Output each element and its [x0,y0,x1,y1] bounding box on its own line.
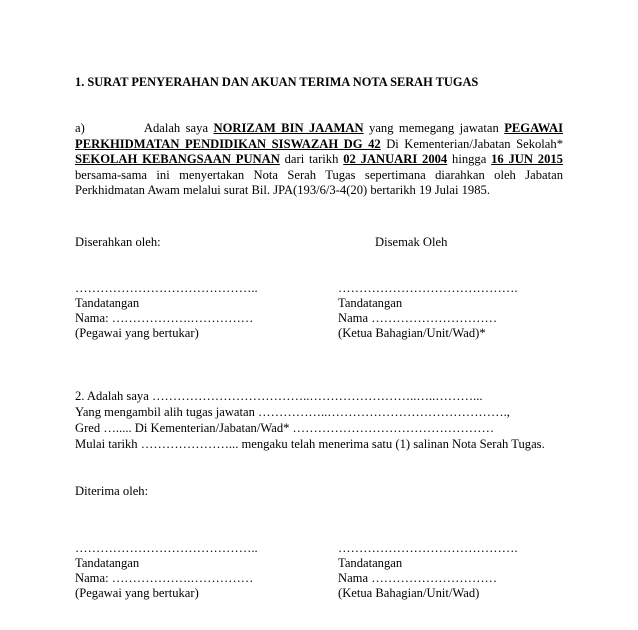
checked-by-label: Disemak Oleh [375,235,448,249]
role-left: (Pegawai yang bertukar) [75,326,199,340]
signature-label-left-2: Tandatangan [75,556,140,570]
para-label: a) [75,121,85,135]
received-by-label: Diterima oleh: [75,484,149,498]
signature-line-right-2: ……………………………………. [338,541,518,555]
officer-post: PEGAWAI [504,121,563,135]
para-text: dari tarikh [284,152,339,166]
para-line-5: Perkhidmatan Awam melalui surat Bil. JPA(193/6/3-4(20) bertarikh 19 Julai 1985. [75,183,490,197]
section-2-line-3: Gred …..... Di Kementerian/Jabatan/Wad* ………………………………………… [75,421,495,435]
role-left-2: (Pegawai yang bertukar) [75,586,199,600]
officer-name: NORIZAM BIN JAAMAN [213,121,364,135]
para-line-4: bersama-sama ini menyertakan Nota Serah Tugas sepertimana diarahkan oleh Jabatan [75,167,563,182]
date-to: 16 JUN 2015 [491,152,563,166]
section-1-paragraph [75,121,563,199]
name-field-left: Nama: ……………….…………… [75,311,254,325]
section-2-line-4: Mulai tarikh …………………... mengaku telah menerima satu (1) salinan Nota Serah Tugas. [75,437,545,451]
para-line-1 [75,121,563,137]
signature-label-right-2: Tandatangan [338,556,403,570]
signature-label-left: Tandatangan [75,296,140,310]
handed-by-label: Diserahkan oleh: [75,235,161,249]
para-line-3 [75,152,563,168]
role-right: (Ketua Bahagian/Unit/Wad)* [338,326,486,340]
para-text: Adalah saya [143,121,209,135]
para-text: yang memegang jawatan [369,121,499,135]
para-text: hingga [452,152,487,166]
section-2-line-2: Yang mengambil alih tugas jawatan ……………..……………………………………., [75,405,510,419]
section-2-line-1: 2. Adalah saya ………………………………..……………………..…..………... [75,389,483,403]
date-from: 02 JANUARI 2004 [343,152,448,166]
signature-line-left: …………………………………….. [75,281,258,295]
role-right-2: (Ketua Bahagian/Unit/Wad) [338,586,480,600]
signature-label-right: Tandatangan [338,296,403,310]
signature-line-left-2: …………………………………….. [75,541,258,555]
name-field-right-2: Nama ………………………… [338,571,498,585]
para-text: Di Kementerian/Jabatan Sekolah* [386,136,563,151]
name-field-right: Nama ………………………… [338,311,498,325]
school-name: SEKOLAH KEBANGSAAN PUNAN [75,152,280,166]
signature-line-right: ……………………………………. [338,281,518,295]
name-field-left-2: Nama: ……………….…………… [75,571,254,585]
section-1-title: 1. SURAT PENYERAHAN DAN AKUAN TERIMA NOTA SERAH TUGAS [75,75,479,89]
officer-post: PERKHIDMATAN PENDIDIKAN SISWAZAH DG 42 [75,136,381,151]
para-line-2 [75,137,563,153]
